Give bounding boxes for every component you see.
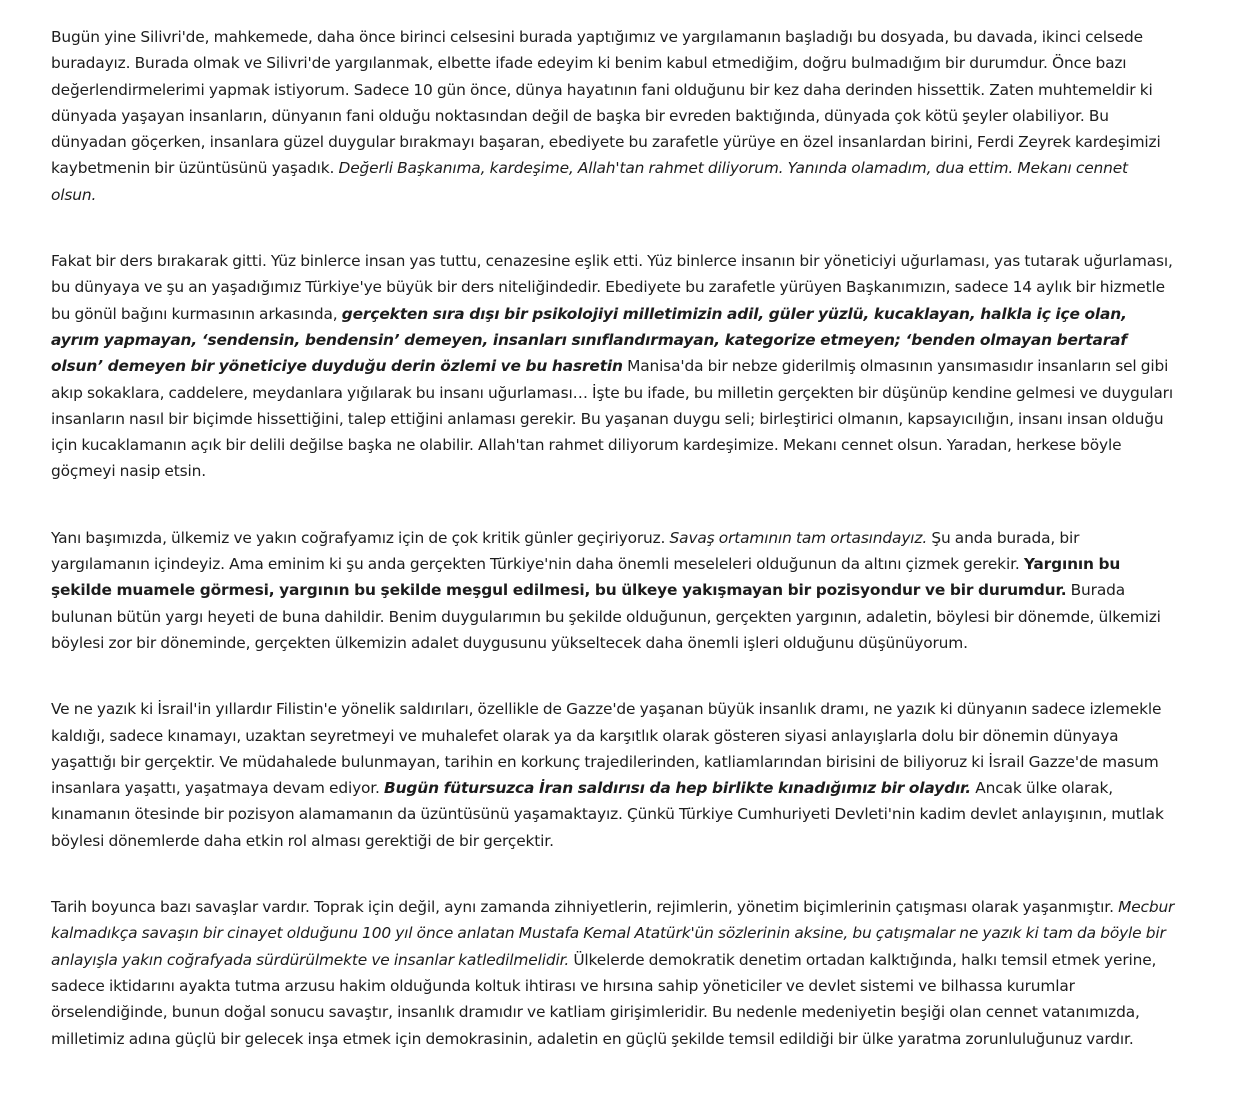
text-segment: Ancak ülke olarak, kınamanın ötesinde bir pozisyon alamamanın da üzüntüsünü yaşamaktayız. Çünkü Türkiye Cumhuriyeti Devleti'nin kadim devlet anlayışının, mutlak böylesi dönemlerde daha etkin rol alması gerektiği de bir gerçektir.	[51, 779, 1164, 850]
text-segment: Bugün yine Silivri'de, mahkemede, daha önce birinci celsesini burada yaptığımız ve yargılamanın başladığı bu dosyada, bu davada, ikinci celsede buradayız. Burada olmak ve Silivri'de yargılanmak, elbette ifade edeyim ki benim kabul etmediğim, doğru bulmadığım bir durumdur. Önce bazı değerlendirmelerimi yapmak istiyorum. Sadece 10 gün önce, dünya hayatının fani olduğunu bir kez daha derinden hissettik. Zaten muhtemeldir ki dünyada yaşayan insanların, dünyanın fani olduğu noktasından değil de başka bir evreden baktığında, dünyada çok kötü şeyler olabiliyor. Bu dünyadan göçerken, insanlara güzel duygular bırakmayı başaran, ebediyete bu zarafetle yürüye en özel insanlardan birini, Ferdi Zeyrek kardeşimizi kaybetmenin bir üzüntüsünü yaşadık.	[51, 28, 1161, 178]
text-segment: Yanı başımızda, ülkemiz ve yakın coğrafyamız için de çok kritik günler geçiriyoruz.	[51, 528, 670, 547]
paragraph-3	[51, 525, 1176, 656]
paragraph-2	[51, 248, 1176, 485]
text-segment: Manisa'da bir nebze giderilmiş olmasının yansımasıdır insanların sel gibi akıp sokaklara, caddelere, meydanlara yığılarak bu insanı uğurlaması… İşte bu ifade, bu milletin gerçekten bir düşünüp kendine gelmesi ve duyguları insanların nasıl bir biçimde hissettiğini, talep ettiğini anlaması gerekir. Bu yaşanan duygu seli; birleştirici olmanın, kapsayıcılığın, insanı insan olduğu için kucaklamanın açık bir delili değilse başka ne olabilir. Allah'tan rahmet diliyorum kardeşimize. Mekanı cennet olsun. Yaradan, herkese böyle göçmeyi nasip etsin.	[51, 357, 1173, 481]
italic-segment: Mecbur kalmadıkça savaşın bir cinayet olduğunu 100 yıl önce anlatan Mustafa Kemal Atatürk'ün sözlerinin aksine, bu çatışmalar ne yazık ki tam da böyle bir anlayışla yakın coğrafyada sürdürülmekte ve insanlar katledilmelidir.	[51, 898, 1175, 969]
italic-segment: Değerli Başkanıma, kardeşime, Allah'tan rahmet diliyorum. Yanında olamadım, dua ettim. Mekanı cennet olsun.	[51, 159, 1128, 204]
bold-segment: Yargının bu şekilde muamele görmesi, yargının bu şekilde meşgul edilmesi, bu ülkeye yakışmayan bir pozisyondur ve bir durumdur.	[51, 555, 1121, 600]
text-segment: Şu anda burada, bir yargılamanın içindeyiz. Ama eminim ki şu anda gerçekten Türkiye'nin daha önemli meseleleri olduğunun da altını çizmek gerekir.	[51, 528, 1080, 574]
italic-segment: Savaş ortamının tam ortasındayız.	[669, 528, 928, 547]
bold-italic-text: gerçekten sıra dışı bir psikolojiyi milletimizin adil, güler yüzlü, kucaklayan, halkla iç içe olan, ayrım yapmayan, ‘sendensin, bendensin’ demeyen, insanları sınıflandırmayan, kategorize etmeyen; ‘benden olmayan bertaraf olsun’ demeyen bir yöneticiye duyduğu derin özlemi ve bu hasretin	[51, 304, 1127, 376]
text-segment: Burada bulunan bütün yargı heyeti de buna dahildir. Benim duygularımın bu şekilde olduğunun, gerçekten yargının, adaletin, böylesi bir dönemde, ülkemizi böylesi zor bir döneminde, gerçekten ülkemizin adalet duygusunu yükseltecek daha önemli işleri olduğunu düşünüyorum.	[51, 581, 1161, 652]
article-body	[51, 24, 1176, 1092]
text-segment: Fakat bir ders bırakarak gitti. Yüz binlerce insan yas tuttu, cenazesine eşlik etti. Yüz binlerce insanın bir yöneticiyi uğurlaması, yas tutarak uğurlaması, bu dünyaya ve şu an yaşadığımız Türkiye'ye büyük bir ders niteliğindedir. Ebediyete bu zarafetle yürüyen Başkanımızın, sadece 14 aylık bir hizmetle bu gönül bağını kurmasının arkasında,	[51, 252, 1173, 323]
text-segment: Tarih boyunca bazı savaşlar vardır. Toprak için değil, aynı zamanda zihniyetlerin, rejimlerin, yönetim biçimlerinin çatışması olarak yaşanmıştır.	[51, 898, 1119, 917]
paragraph-1	[51, 24, 1176, 208]
text-segment: Ve ne yazık ki İsrail'in yıllardır Filistin'e yönelik saldırıları, özellikle de Gazze'de yaşanan büyük insanlık dramı, ne yazık ki dünyanın sadece izlemekle kaldığı, sadece kınamayı, uzaktan seyretmeyi ve muhalefet olarak ya da karşıtlık olarak gösteren siyasi anlayışlarla dolu bir dönemin dünyaya yaşattığı bir gerçektir. Ve müdahalede bulunmayan, tarihin en korkunç trajedilerinden, katliamlarından birisini de biliyoruz ki İsrail Gazze'de masum insanlara yaşattı, yaşatmaya devam ediyor.	[51, 700, 1162, 798]
text-segment: Ülkelerde demokratik denetim ortadan kalktığında, halkı temsil etmek yerine, sadece iktidarını ayakta tutma arzusu hakim olduğunda koltuk ihtirası ve hırsına sahip yöneticiler ve devlet sistemi ve bilhassa kurumlar örselendiğinde, bunun doğal sonucu savaştır, insanlık dramıdır ve katliam girişimleridir. Bu nedenle medeniyetin beşiği olan cennet vatanımızda, milletimiz adına güçlü bir gelecek inşa etmek için demokrasinin, adaletin en güçlü şekilde temsil edildiği bir ülke yaratma zorunluluğunuz vardır.	[51, 950, 1157, 1048]
bold-italic-text: Bugün fütursuzca İran saldırısı da hep birlikte kınadığımız bir olaydır.	[384, 779, 972, 798]
paragraph-4	[51, 696, 1176, 854]
paragraph-5	[51, 894, 1176, 1052]
bold-italic-segment	[384, 779, 971, 797]
